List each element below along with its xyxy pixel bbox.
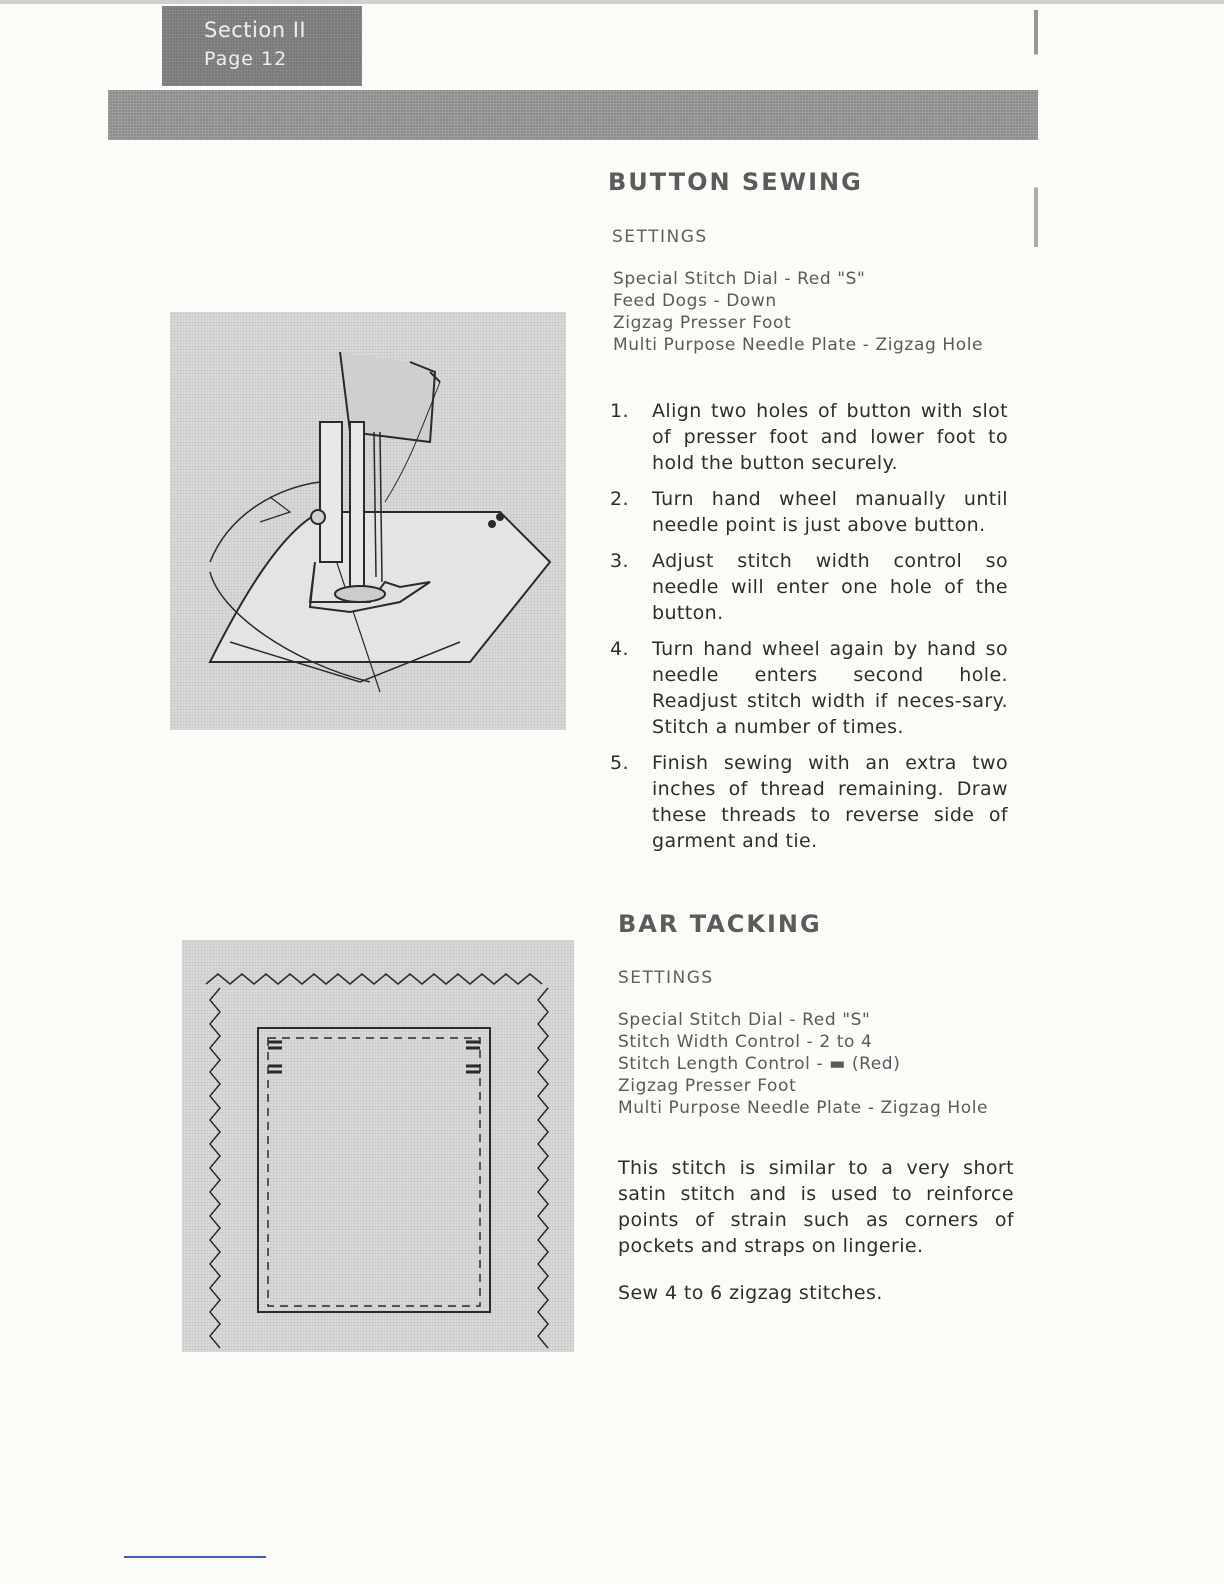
- section-tab: [162, 6, 362, 86]
- bar-tacking-instruction: Sew 4 to 6 zigzag stitches.: [618, 1282, 883, 1304]
- button-sewing-illustration: [170, 312, 566, 730]
- section-label: Section II: [204, 18, 307, 42]
- step-item: [610, 636, 1008, 740]
- step-number: 3.: [610, 550, 629, 572]
- setting-item: Special Stitch Dial - Red "S": [618, 1010, 871, 1030]
- step-text: Turn hand wheel again by hand so needle enters second hole. Readjust stitch width if neces-sary. Stitch a number of times.: [652, 638, 1008, 738]
- bar-tacking-settings: [618, 1009, 988, 1119]
- setting-item: Zigzag Presser Foot: [613, 313, 792, 333]
- setting-item: Feed Dogs - Down: [613, 291, 777, 311]
- page-label: Page 12: [204, 48, 288, 70]
- button-sewing-settings: [613, 268, 983, 356]
- step-number: 4.: [610, 638, 629, 660]
- setting-item: Multi Purpose Needle Plate - Zigzag Hole: [613, 335, 984, 355]
- step-text: Finish sewing with an extra two inches of thread remaining. Draw these threads to reverse side of garment and tie.: [652, 752, 1008, 852]
- setting-item: Multi Purpose Needle Plate - Zigzag Hole: [618, 1098, 989, 1118]
- setting-item: Stitch Width Control - 2 to 4: [618, 1032, 873, 1052]
- step-text: Align two holes of button with slot of presser foot and lower foot to hold the button securely.: [652, 400, 1008, 474]
- step-item: [610, 548, 1008, 626]
- setting-item: Special Stitch Dial - Red "S": [613, 269, 866, 289]
- button-sewing-settings-label: SETTINGS: [612, 227, 708, 247]
- step-text: Adjust stitch width control so needle will enter one hole of the button.: [652, 550, 1008, 624]
- step-text: Turn hand wheel manually until needle point is just above button.: [652, 488, 1008, 536]
- header-band: [108, 90, 1038, 140]
- step-item: [610, 750, 1008, 854]
- step-number: 1.: [610, 400, 629, 422]
- bar-tacking-illustration: [182, 940, 574, 1352]
- step-item: [610, 398, 1008, 476]
- page-top-edge: [0, 0, 1224, 4]
- step-number: 5.: [610, 752, 629, 774]
- presser-foot-drawing: [170, 312, 566, 730]
- button-sewing-steps: [610, 398, 1008, 864]
- button-sewing-title: BUTTON SEWING: [608, 168, 863, 196]
- setting-item: Zigzag Presser Foot: [618, 1076, 797, 1096]
- setting-item: Stitch Length Control - ▬ (Red): [618, 1054, 901, 1074]
- step-number: 2.: [610, 488, 629, 510]
- bar-tacking-title: BAR TACKING: [618, 910, 822, 938]
- step-item: [610, 486, 1008, 538]
- pocket-drawing: [182, 940, 574, 1352]
- bar-tacking-description: This stitch is similar to a very short satin stitch and is used to reinforce points of strain such as corners of pockets and straps on lingerie.: [618, 1157, 1014, 1257]
- bar-tacking-settings-label: SETTINGS: [618, 968, 714, 988]
- page-right-edge: [1034, 10, 1038, 1490]
- bottom-rule: [124, 1556, 266, 1558]
